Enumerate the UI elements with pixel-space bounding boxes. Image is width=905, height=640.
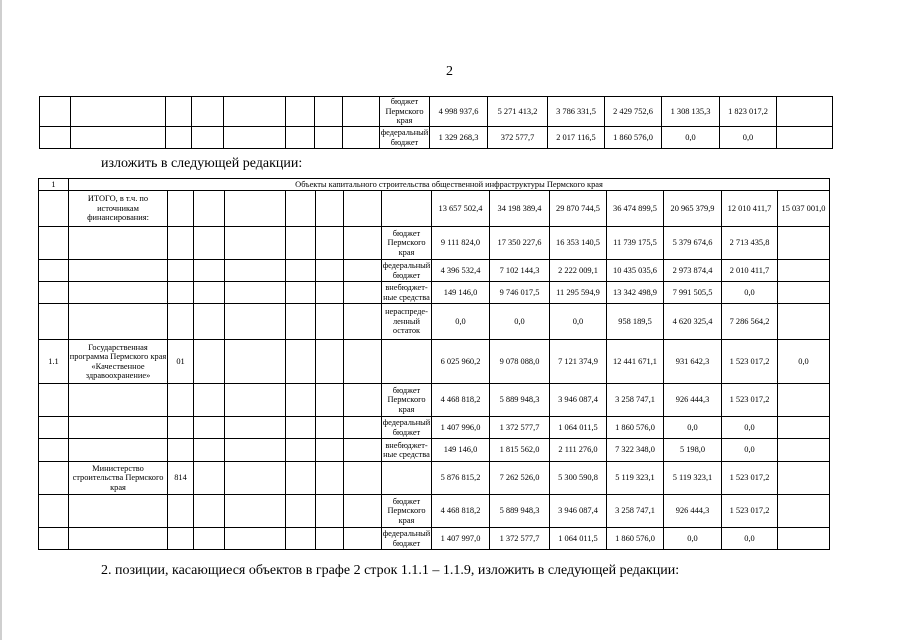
value-cell: 3 786 331,5 [548, 97, 605, 127]
value-cell: 2 010 411,7 [722, 260, 778, 282]
column-number: 1 [39, 179, 69, 191]
value-cell: 5 271 413,2 [488, 97, 548, 127]
value-cell: 2 222 009,1 [550, 260, 607, 282]
program-source-row [39, 417, 830, 439]
total-source-row [39, 282, 830, 304]
value-cell: 0,0 [664, 417, 722, 439]
value-cell: 9 111 824,0 [432, 227, 490, 260]
value-cell: 1 407 997,0 [432, 528, 490, 550]
value-cell: 2 429 752,6 [605, 97, 662, 127]
value-cell [777, 97, 833, 127]
ministry-source-row [39, 528, 830, 550]
program-source-row [39, 439, 830, 462]
value-cell: 5 889 948,3 [490, 384, 550, 417]
source-label: федеральный бюджет [380, 128, 429, 147]
value-cell: 1 372 577,7 [490, 417, 550, 439]
value-cell: 34 198 389,4 [490, 191, 550, 227]
value-cell: 149 146,0 [432, 282, 490, 304]
value-cell: 3 258 747,1 [607, 384, 664, 417]
value-cell [778, 462, 830, 495]
value-cell [778, 495, 830, 528]
source-label: федеральный бюджет [382, 418, 431, 437]
value-cell [778, 439, 830, 462]
total-source-row [39, 227, 830, 260]
source-label: бюджет Пермского края [382, 384, 432, 417]
source-label: внебюджет-ные средства [383, 283, 430, 302]
value-cell: 1 523 017,2 [722, 340, 778, 384]
value-cell: 1 860 576,0 [605, 127, 662, 149]
value-cell [778, 260, 830, 282]
value-cell: 10 435 035,6 [607, 260, 664, 282]
value-cell: 149 146,0 [432, 439, 490, 462]
value-cell: 7 286 564,2 [722, 304, 778, 340]
value-cell [778, 282, 830, 304]
value-cell: 1 372 577,7 [490, 528, 550, 550]
value-cell: 3 946 087,4 [550, 495, 607, 528]
value-cell: 6 025 960,2 [432, 340, 490, 384]
value-cell: 1 308 135,3 [662, 97, 720, 127]
value-cell: 0,0 [432, 304, 490, 340]
value-cell: 5 300 590,8 [550, 462, 607, 495]
total-row [39, 191, 830, 227]
value-cell [778, 227, 830, 260]
value-cell: 0,0 [722, 417, 778, 439]
value-cell: 9 078 088,0 [490, 340, 550, 384]
value-cell: 1 823 017,2 [720, 97, 777, 127]
value-cell [778, 384, 830, 417]
value-cell: 15 037 001,0 [778, 191, 830, 227]
value-cell: 1 523 017,2 [722, 495, 778, 528]
instruction-paragraph: 2. позиции, касающиеся объектов в графе 2 строк 1.1.1 – 1.1.9, изложить в следующей редакции: [101, 563, 680, 578]
value-cell: 3 258 747,1 [607, 495, 664, 528]
source-label: бюджет Пермского края [382, 227, 432, 260]
value-cell: 13 342 498,9 [607, 282, 664, 304]
ministry-row [39, 462, 830, 495]
program-row [39, 340, 830, 384]
top-row-federal-budget [40, 127, 833, 149]
value-cell: 1 860 576,0 [607, 528, 664, 550]
value-cell: 36 474 899,5 [607, 191, 664, 227]
value-cell: 1 329 268,3 [430, 127, 488, 149]
value-cell: 958 189,5 [607, 304, 664, 340]
value-cell: 926 444,3 [664, 384, 722, 417]
value-cell: 4 468 818,2 [432, 495, 490, 528]
value-cell: 20 965 379,9 [664, 191, 722, 227]
value-cell: 5 889 948,3 [490, 495, 550, 528]
source-label: нераспреде-ленный остаток [382, 304, 432, 340]
value-cell: 3 946 087,4 [550, 384, 607, 417]
value-cell: 931 642,3 [664, 340, 722, 384]
value-cell: 2 973 874,4 [664, 260, 722, 282]
value-cell: 2 017 116,5 [548, 127, 605, 149]
section-title: Объекты капитального строительства общественной инфраструктуры Пермского края [69, 179, 830, 191]
ministry-source-row [39, 495, 830, 528]
value-cell: 5 379 674,6 [664, 227, 722, 260]
program-number: 1.1 [39, 340, 69, 384]
value-cell: 4 998 937,6 [430, 97, 488, 127]
value-cell: 0,0 [490, 304, 550, 340]
value-cell: 0,0 [662, 127, 720, 149]
ministry-name: Министерство строительства Пермского края [69, 462, 168, 495]
value-cell: 4 396 532,4 [432, 260, 490, 282]
value-cell: 7 262 526,0 [490, 462, 550, 495]
value-cell: 0,0 [720, 127, 777, 149]
value-cell: 1 860 576,0 [607, 417, 664, 439]
value-cell: 9 746 017,5 [490, 282, 550, 304]
page-edge [0, 0, 2, 640]
source-label: бюджет Пермского края [380, 97, 430, 127]
value-cell: 0,0 [664, 528, 722, 550]
value-cell: 1 523 017,2 [722, 384, 778, 417]
value-cell: 5 198,0 [664, 439, 722, 462]
value-cell: 926 444,3 [664, 495, 722, 528]
page-number: 2 [446, 64, 453, 79]
value-cell: 12 441 671,1 [607, 340, 664, 384]
source-label: федеральный бюджет [382, 261, 431, 280]
value-cell: 4 468 818,2 [432, 384, 490, 417]
top-table [39, 96, 833, 149]
value-cell: 1 064 011,5 [550, 528, 607, 550]
value-cell: 17 350 227,6 [490, 227, 550, 260]
value-cell: 2 111 276,0 [550, 439, 607, 462]
section-header-row [39, 179, 830, 191]
value-cell: 0,0 [778, 340, 830, 384]
program-name: Государственная программа Пермского края «Качественное здравоохранение» [69, 340, 168, 384]
value-cell: 0,0 [722, 439, 778, 462]
program-code: 01 [168, 340, 194, 384]
value-cell: 11 739 175,5 [607, 227, 664, 260]
value-cell: 5 119 323,1 [607, 462, 664, 495]
value-cell: 29 870 744,5 [550, 191, 607, 227]
ministry-code: 814 [168, 462, 194, 495]
value-cell: 1 407 996,0 [432, 417, 490, 439]
value-cell: 5 876 815,2 [432, 462, 490, 495]
value-cell: 13 657 502,4 [432, 191, 490, 227]
value-cell: 11 295 594,9 [550, 282, 607, 304]
value-cell: 5 119 323,1 [664, 462, 722, 495]
value-cell: 16 353 140,5 [550, 227, 607, 260]
total-source-row [39, 260, 830, 282]
source-label: бюджет Пермского края [382, 495, 432, 528]
section-heading: изложить в следующей редакции: [101, 156, 303, 171]
program-source-row [39, 384, 830, 417]
value-cell: 7 322 348,0 [607, 439, 664, 462]
value-cell: 7 991 505,5 [664, 282, 722, 304]
value-cell: 1 064 011,5 [550, 417, 607, 439]
total-label: ИТОГО, в т.ч. по источникам финансирования: [69, 191, 168, 227]
value-cell [778, 304, 830, 340]
value-cell: 7 121 374,9 [550, 340, 607, 384]
value-cell: 4 620 325,4 [664, 304, 722, 340]
value-cell [778, 417, 830, 439]
source-label: внебюджет-ные средства [382, 439, 432, 462]
total-source-row [39, 304, 830, 340]
value-cell: 0,0 [722, 528, 778, 550]
source-label: федеральный бюджет [382, 529, 431, 548]
value-cell: 7 102 144,3 [490, 260, 550, 282]
value-cell: 1 815 562,0 [490, 439, 550, 462]
value-cell: 0,0 [550, 304, 607, 340]
top-row-regional-budget [40, 97, 833, 127]
value-cell: 2 713 435,8 [722, 227, 778, 260]
value-cell: 372 577,7 [488, 127, 548, 149]
main-table [38, 178, 830, 550]
value-cell [778, 528, 830, 550]
value-cell: 0,0 [722, 282, 778, 304]
value-cell: 12 010 411,7 [722, 191, 778, 227]
value-cell: 1 523 017,2 [722, 462, 778, 495]
value-cell [777, 127, 833, 149]
